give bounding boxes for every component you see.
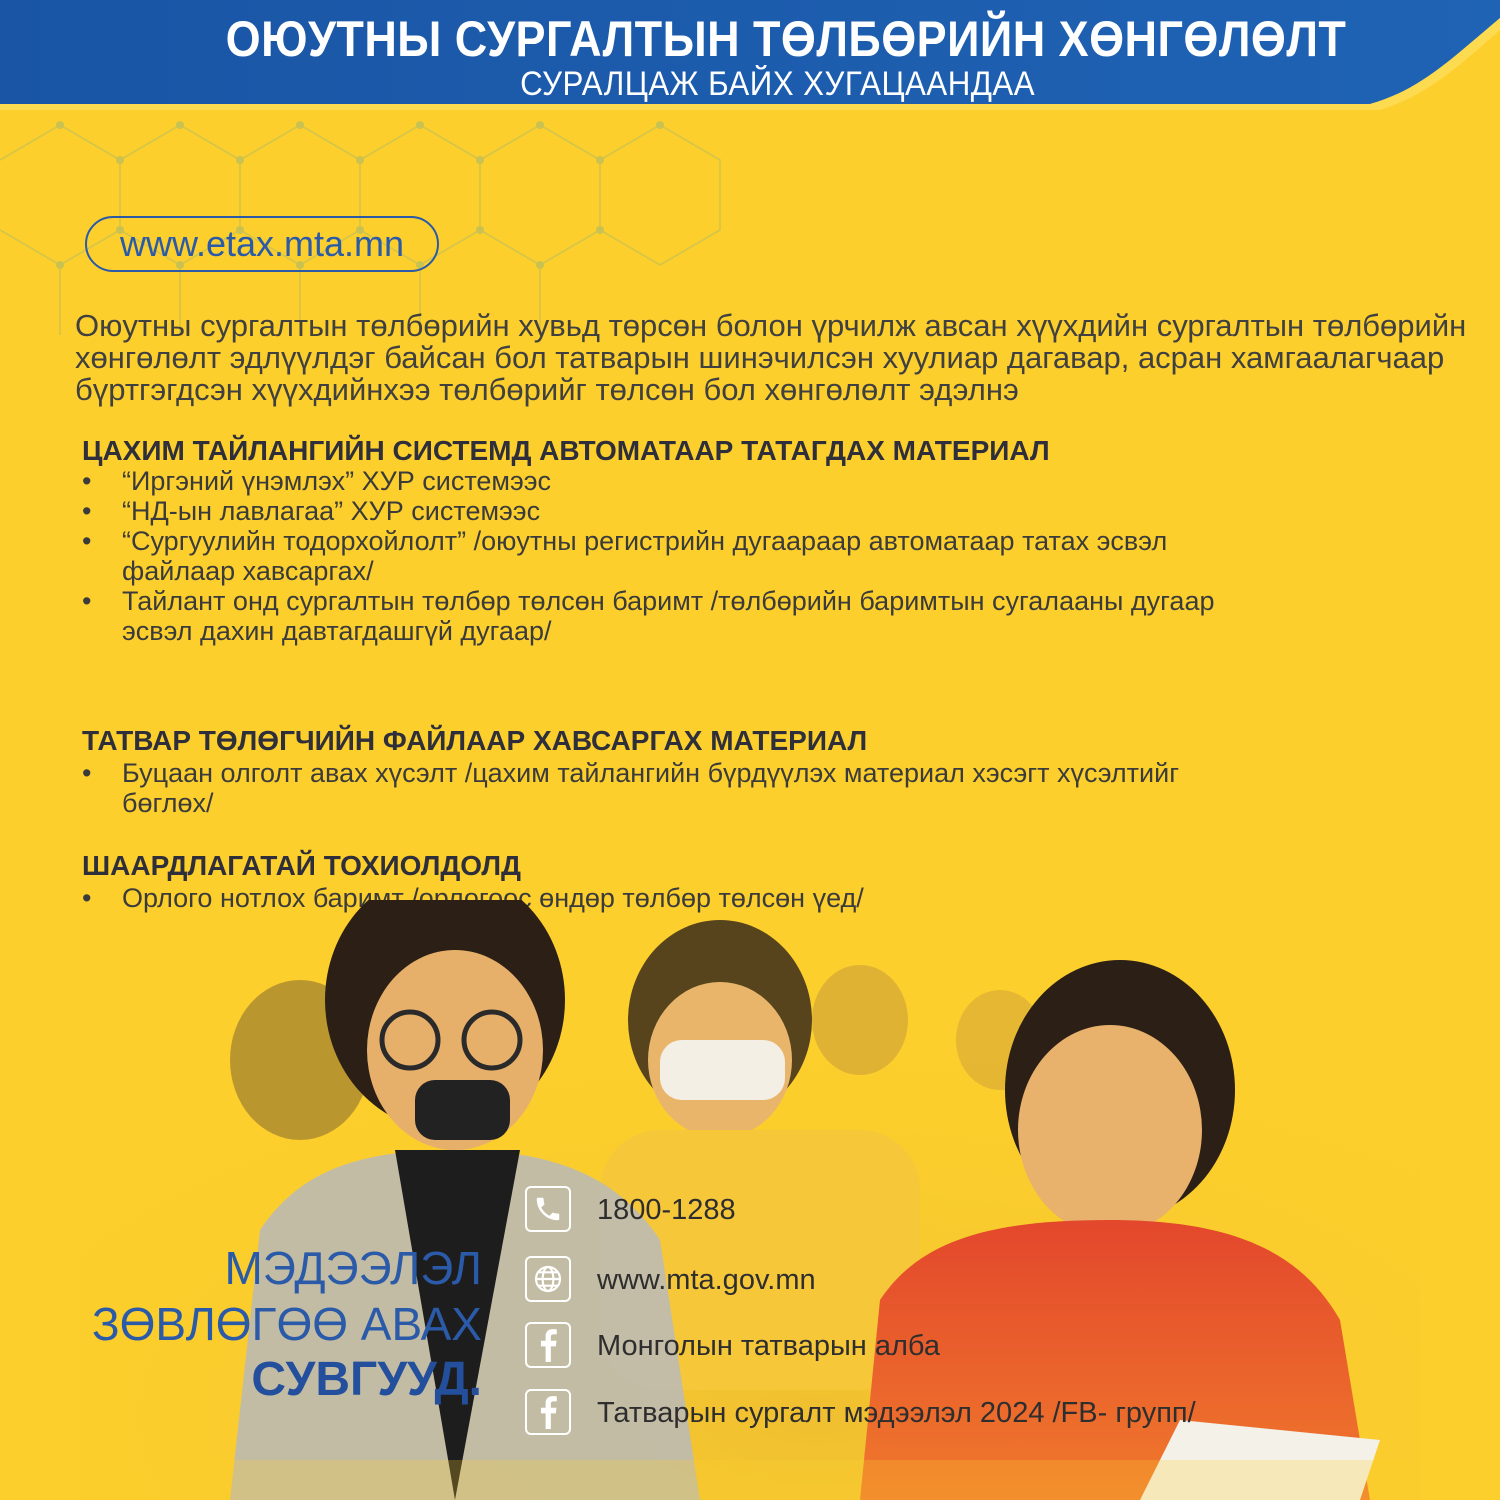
intro-paragraph: Оюутны сургалтын төлбөрийн хувьд төрсөн болон үрчилж авсан хүүхдийн сургалтын төлбөрийн хөнгөлөлт эдлүүлдэг байсан бол татварын шинэчилсэн хуулиар дагавар, асран хамгаалагчаар бүртгэгдсэн хүүхдийнхээ төлбөрийг төлсөн бол хөнгөлөлт эдэлнэ	[75, 308, 1467, 407]
contact-text: 1800-1288	[597, 1194, 736, 1226]
globe-icon	[525, 1256, 571, 1302]
info-channels-line3: СУВГУУД.	[251, 1353, 482, 1406]
section-title-auto-materials: ЦАХИМ ТАЙЛАНГИЙН СИСТЕМД АВТОМАТААР ТАТАГДАХ МАТЕРИАЛ	[82, 435, 1050, 466]
info-channels-line1: МЭДЭЭЛЭЛ	[224, 1242, 482, 1294]
etax-website-link[interactable]: www.etax.mta.mn	[85, 216, 439, 272]
list-item: • “НД-ын лавлагаа” ХУР системээс	[82, 496, 1242, 526]
page-subtitle: СУРАЛЦАЖ БАЙХ ХУГАЦААНДАА	[520, 65, 1036, 103]
contact-text: Монголын татварын алба	[597, 1330, 941, 1362]
list-item: • Орлого нотлох баримт /орлогоос өндөр төлбөр төлсөн үед/	[82, 883, 1232, 913]
info-channels-line2: ЗӨВЛӨГӨӨ АВАХ	[91, 1298, 482, 1350]
section-title-file-materials: ТАТВАР ТӨЛӨГЧИЙН ФАЙЛААР ХАВСАРГАХ МАТЕРИАЛ	[82, 725, 868, 756]
contact-text: Татварын сургалт мэдээлэл 2024 /FB- групп/	[597, 1397, 1196, 1429]
file-materials-list	[82, 758, 1232, 818]
list-item: • Буцаан олголт авах хүсэлт /цахим тайлангийн бүрдүүлэх материал хэсэгт хүсэлтийг бөглөх/	[82, 758, 1232, 818]
facebook-icon	[525, 1389, 571, 1435]
facebook-icon	[525, 1322, 571, 1368]
section-title-if-required: ШААРДЛАГАТАЙ ТОХИОЛДОЛД	[82, 850, 521, 881]
info-channels-heading	[92, 1240, 482, 1408]
list-item: • “Иргэний үнэмлэх” ХУР системээс	[82, 466, 1242, 496]
phone-icon	[525, 1186, 571, 1232]
list-item: • “Сургуулийн тодорхойлолт” /оюутны регистрийн дугаараар автоматаар татах эсвэл файлаар хавсаргах/	[82, 526, 1242, 586]
contact-text: www.mta.gov.mn	[597, 1264, 816, 1296]
page-title: ОЮУТНЫ СУРГАЛТЫН ТӨЛБӨРИЙН ХӨНГӨЛӨЛТ	[225, 11, 1347, 67]
list-item: • Тайлант онд сургалтын төлбөр төлсөн баримт /төлбөрийн баримтын сугалааны дугаар эсвэл дахин давтагдашгүй дугаар/	[82, 586, 1242, 646]
auto-materials-list	[82, 466, 1242, 646]
